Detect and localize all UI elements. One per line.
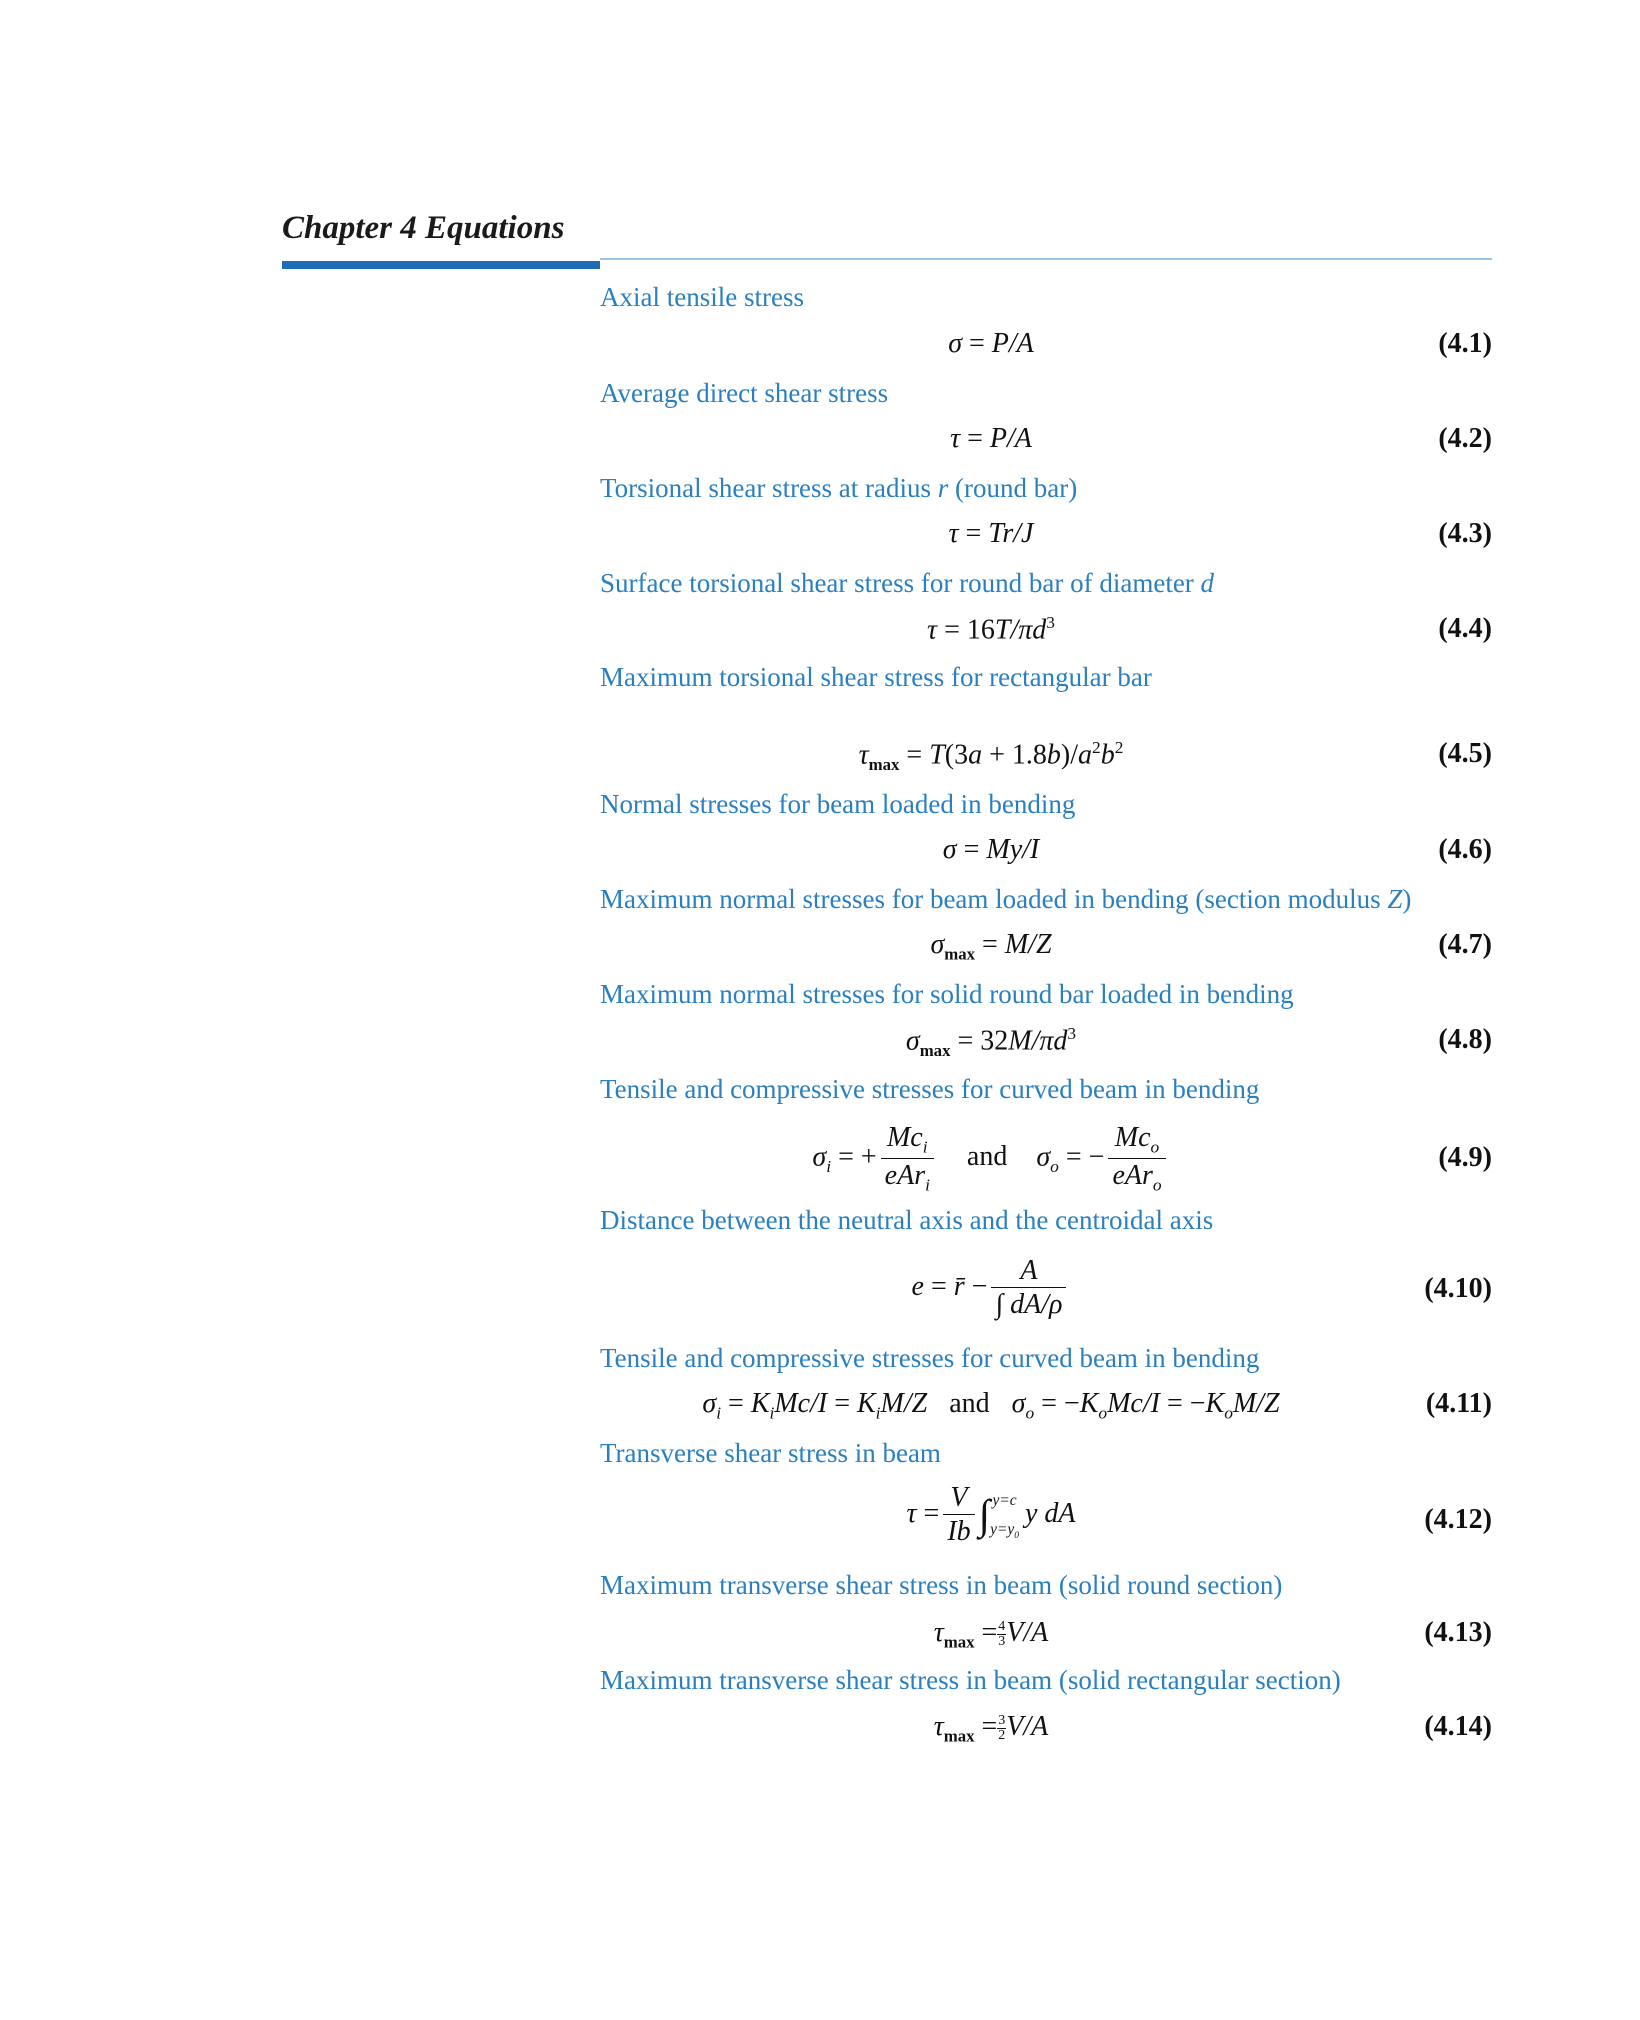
eq-4-5-description: Maximum torsional shear stress for rectangular bar [600,662,1152,692]
eq-4-4-desc-var: d [1200,568,1215,598]
eq-4-7-formula: $\sigma_{max} = M/Z$ [930,929,1052,964]
eq-4-7-desc-b: ) [1402,884,1412,914]
eq-4-4-desc-a: Surface torsional shear stress for round bar of diameter [600,568,1201,598]
eq-4-10 [600,1255,1492,1335]
eq-4-3-description [600,473,1077,504]
eq-4-14-formula: $\tau_{max}$ = $\frac{3}{2}$ V/A [933,1711,1049,1746]
eq-4-14-number: (4.14) [1424,1711,1492,1742]
eq-4-10-formula: e = r̄ − $\frac{A}{\int dA/\rho}$ [600,1255,1382,1322]
title-rule-line [600,258,1492,260]
eq-4-6-formula: σ = My/I [942,834,1040,865]
eq-4-11-number: (4.11) [1425,1388,1492,1419]
eq-4-4-formula: $\tau = 16T/\pi d^3$ [927,613,1055,646]
eq-4-13-number: (4.13) [1424,1617,1492,1648]
eq-4-12-number: (4.12) [1424,1504,1492,1535]
eq-4-9-formula: $\sigma_i$ = + $\frac{Mc_i}{eAr_i}$ and $\sigma_o$ = − $\frac{Mc_o}{eAr_o}$ [600,1122,1382,1196]
eq-4-4-number: (4.4) [1438,613,1492,644]
eq-4-2-formula: τ = P/A [950,423,1032,454]
eq-4-9-and: and [966,1141,1008,1173]
eq-4-7-desc-a: Maximum normal stresses for beam loaded in bending (section modulus [600,884,1388,914]
eq-4-12-formula: τ = $\frac{V}{Ib}$ ∫ y=c $y=y_0$ y dA [906,1482,1076,1548]
eq-4-3-desc-var: r [937,473,949,503]
eq-4-3-formula: τ = Tr/J [948,518,1034,549]
eq-4-5-formula: $\tau_{max} = T(3a + 1.8b)/a^2b^2$ [858,738,1124,774]
eq-4-13-formula: $\tau_{max}$ = $\frac{4}{3}$ V/A [933,1617,1049,1652]
eq-4-4-description [600,568,1214,599]
eq-4-13-description: Maximum transverse shear stress in beam (solid round section) [600,1570,1283,1600]
eq-4-1-number: (4.1) [1438,328,1492,359]
eq-4-3-desc-b: (round bar) [948,473,1078,503]
eq-4-12 [600,1482,1492,1562]
eq-4-3-desc-a: Torsional shear stress at radius [600,473,938,503]
eq-4-9 [600,1122,1492,1195]
eq-4-11-description: Tensile and compressive stresses for curved beam in bending [600,1343,1260,1373]
eq-4-11-and: and [949,1388,990,1419]
eq-4-5-number: (4.5) [1438,738,1492,769]
eq-4-10-description: Distance between the neutral axis and the centroidal axis [600,1205,1214,1235]
eq-4-8-number: (4.8) [1438,1024,1492,1055]
eq-4-1-formula: σ = P/A [948,328,1034,359]
eq-4-2-number: (4.2) [1438,423,1492,454]
eq-4-7-desc-var: Z [1387,884,1403,914]
eq-4-14-description: Maximum transverse shear stress in beam (solid rectangular section) [600,1665,1341,1695]
chapter-title: Chapter 4 Equations [282,210,565,246]
eq-4-8-description: Maximum normal stresses for solid round bar loaded in bending [600,979,1294,1009]
eq-4-6-description: Normal stresses for beam loaded in bending [600,789,1076,819]
eq-4-1-description: Axial tensile stress [600,282,804,312]
eq-4-9-description: Tensile and compressive stresses for curved beam in bending [600,1074,1260,1104]
eq-4-7-description [600,884,1411,915]
eq-4-2-description: Average direct shear stress [600,378,889,408]
title-rule-accent [282,261,600,269]
eq-4-10-number: (4.10) [1424,1273,1492,1304]
eq-4-8-formula: $\sigma_{max} = 32M/\pi d^3$ [905,1024,1077,1060]
eq-4-3-number: (4.3) [1438,518,1492,549]
eq-4-9-number: (4.9) [1438,1142,1492,1173]
eq-4-7-number: (4.7) [1438,929,1492,960]
eq-4-12-description: Transverse shear stress in beam [600,1438,941,1468]
eq-4-6-number: (4.6) [1438,834,1492,865]
eq-4-11-formula: $\sigma_i = K_iMc/I = K_iM/Z$ and $\sigma_o = -K_oMc/I = -K_oM/Z$ [702,1388,1280,1423]
